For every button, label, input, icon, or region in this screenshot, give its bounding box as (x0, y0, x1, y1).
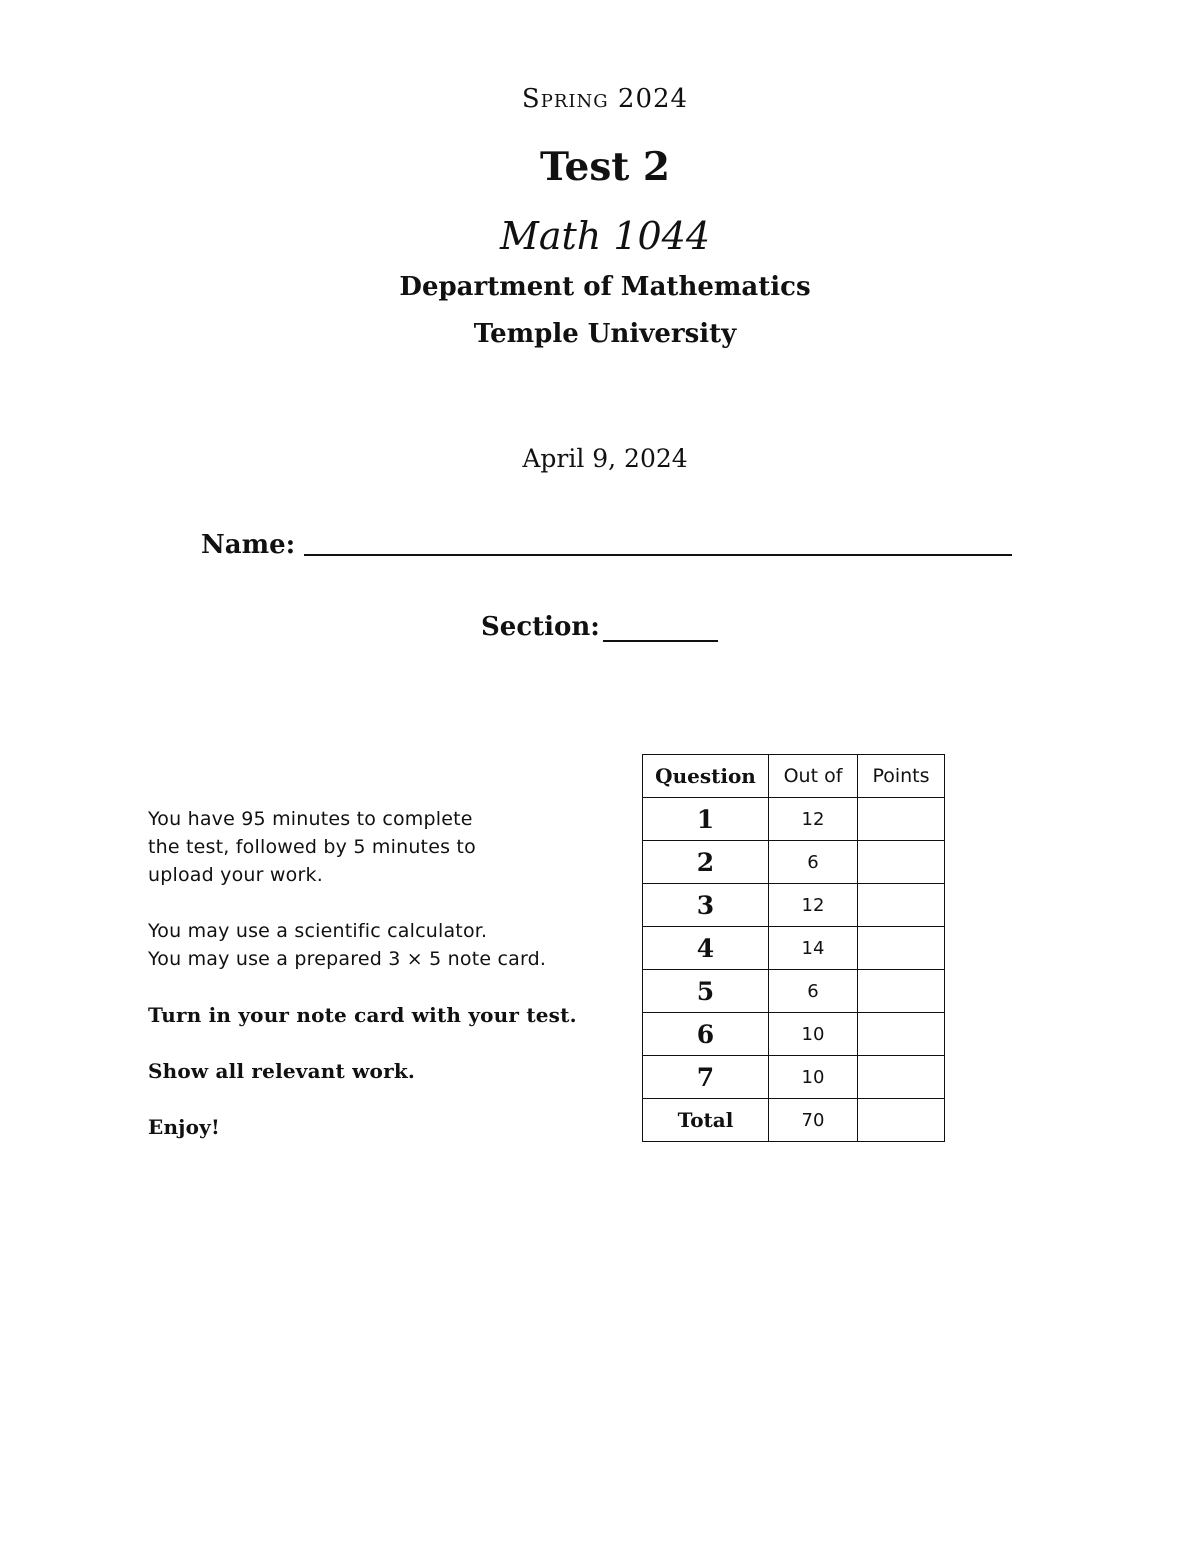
test-title: Test 2 (539, 144, 671, 190)
instruction-line: You may use a prepared 3 × 5 note card. (148, 948, 547, 970)
tools-instructions (148, 917, 618, 973)
points-cell[interactable] (858, 884, 945, 927)
question-number: 6 (643, 1013, 769, 1056)
question-number: 5 (643, 970, 769, 1013)
closing-text: Enjoy! (148, 1115, 220, 1139)
question-number: 4 (643, 927, 769, 970)
points-header: Points (858, 755, 945, 798)
semester: Spring 2024 (521, 84, 689, 114)
section-label: Section: (481, 612, 600, 642)
table-row (643, 927, 945, 970)
instruction-line: the test, followed by 5 minutes to (148, 836, 476, 858)
score-table-header (643, 755, 945, 798)
name-label: Name: (201, 530, 296, 560)
points-cell[interactable] (858, 927, 945, 970)
show-work-instruction: Show all relevant work. (148, 1059, 416, 1083)
out-of-value: 12 (769, 798, 858, 841)
question-number: 1 (643, 798, 769, 841)
instruction-line: You have 95 minutes to complete (148, 808, 473, 830)
question-header: Question (643, 755, 769, 798)
points-cell[interactable] (858, 970, 945, 1013)
section-field[interactable] (603, 640, 718, 642)
notecard-instruction: Turn in your note card with your test. (148, 1003, 577, 1027)
instruction-line: You may use a scientific calculator. (148, 920, 488, 942)
points-cell[interactable] (858, 1056, 945, 1099)
instructions (148, 805, 618, 1169)
question-number: 3 (643, 884, 769, 927)
course-name: Math 1044 (499, 214, 711, 258)
score-table (642, 754, 945, 1142)
out-of-value: 10 (769, 1056, 858, 1099)
out-of-value: 12 (769, 884, 858, 927)
department: Department of Mathematics (399, 272, 811, 302)
question-number: 2 (643, 841, 769, 884)
table-row (643, 841, 945, 884)
question-number: 7 (643, 1056, 769, 1099)
out-of-value: 6 (769, 841, 858, 884)
out-of-value: 6 (769, 970, 858, 1013)
total-out-of: 70 (769, 1099, 858, 1142)
university: Temple University (473, 319, 737, 349)
total-label: Total (643, 1099, 769, 1142)
table-row (643, 1013, 945, 1056)
time-instructions (148, 805, 618, 889)
exam-date: April 9, 2024 (522, 444, 688, 473)
out-of-value: 10 (769, 1013, 858, 1056)
name-field[interactable] (304, 554, 1012, 556)
out-of-header: Out of (769, 755, 858, 798)
table-row (643, 798, 945, 841)
out-of-value: 14 (769, 927, 858, 970)
points-cell[interactable] (858, 1013, 945, 1056)
table-row (643, 970, 945, 1013)
table-row (643, 1056, 945, 1099)
table-row (643, 884, 945, 927)
instruction-line: upload your work. (148, 864, 323, 886)
total-points-cell[interactable] (858, 1099, 945, 1142)
total-row (643, 1099, 945, 1142)
points-cell[interactable] (858, 798, 945, 841)
points-cell[interactable] (858, 841, 945, 884)
